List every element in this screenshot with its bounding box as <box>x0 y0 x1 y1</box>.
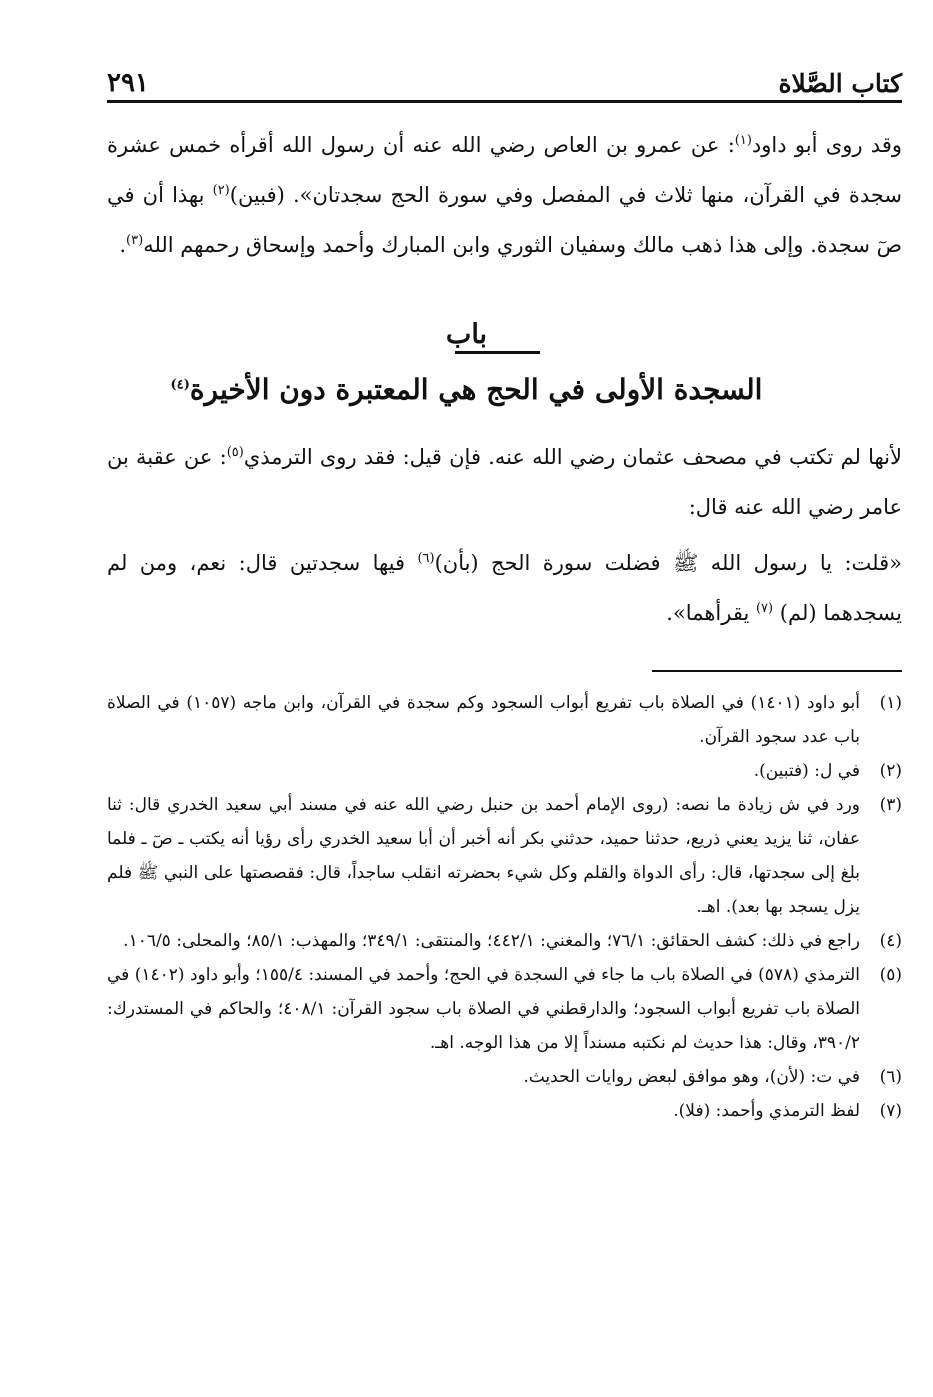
paragraph-1-text-c: بهذا أن في صٓ سجدة. وإلى هذا ذهب مالك وسفيان الثوري وابن المبارك وأحمد وإسحاق رحمهم الله <box>107 183 902 257</box>
footnote-number: (٧) <box>879 1101 902 1121</box>
footnote-number: (٢) <box>879 761 902 781</box>
chapter-title <box>0 370 933 410</box>
paragraph-2-text-b: : عن عقبة بن عامر رضي الله عنه قال: <box>107 445 902 519</box>
running-title: كتاب الصَّلاة <box>778 69 902 98</box>
footnote-ref-1: (١) <box>734 133 752 148</box>
footnote-text: راجع في ذلك: كشف الحقائق: ٧٦/١؛ والمغني: ٤٤٢/١؛ والمنتقى: ٣٤٩/١؛ والمهذب: ٨٥/١؛ والمحلى: ١٠٦/٥. <box>123 931 860 951</box>
footnote-number: (٥) <box>879 965 902 985</box>
footnote-text: ورد في ش زيادة ما نصه: (روى الإمام أحمد بن حنبل رضي الله عنه في مسند أبي سعيد الخدري قال: ثنا عفان، ثنا يزيد يعني ذريع، حدثنا حميد، حدثني بكر أنه أخبر أن أبا سعيد الخدري رأى رؤيا أنه يكتب ـ صٓ ـ فلما بلغ إلى سجدتها، قال: رأى الدواة والقلم وكل شيء بحضرته انقلب ساجداً، قال: فقصصتها على النبي ﷺ فلم يزل يسجد بها بعد). اهـ. <box>107 795 860 917</box>
header-rule <box>107 100 902 103</box>
paragraph-1-text-d: . <box>119 233 127 257</box>
chapter-rule <box>455 351 540 354</box>
footnote-number: (٣) <box>879 795 902 815</box>
footnote-ref-7: (٧) <box>755 601 774 616</box>
paragraph-2-text-a: لأنها لم تكتب في مصحف عثمان رضي الله عنه. فإن قيل: فقد روى الترمذي <box>243 445 903 469</box>
footnote-ref-5: (٥) <box>226 445 244 460</box>
paragraph-1-text-b: : عن عمرو بن العاص رضي الله عنه أن رسول الله أقرأه خمس عشرة سجدة في القرآن، منها ثلاث في المفصل وفي سورة الحج سجدتان». (فبين) <box>107 133 902 207</box>
paragraph-3 <box>107 538 902 638</box>
footnote-text: في ل: (فتبين). <box>753 761 860 781</box>
footnote-1 <box>107 686 902 754</box>
footnote-text: لفظ الترمذي وأحمد: (فلا). <box>673 1101 860 1121</box>
footnote-text: في ت: (لأن)، وهو موافق لبعض روايات الحديث. <box>523 1067 860 1087</box>
paragraph-2 <box>107 432 902 532</box>
footnote-text: أبو داود (١٤٠١) في الصلاة باب تفريع أبواب السجود وكم سجدة في القرآن، وابن ماجه (١٠٥٧) في الصلاة باب عدد سجود القرآن. <box>107 693 860 747</box>
paragraph-3-text-c: يقرأهما». <box>666 601 756 625</box>
paragraph-3-text-b: فيها سجدتين قال: نعم، ومن لم يسجدهما (لم) <box>107 551 902 625</box>
chapter-word: باب <box>445 319 488 350</box>
footnote-text: الترمذي (٥٧٨) في الصلاة باب ما جاء في السجدة في الحج؛ وأحمد في المسند: ١٥٥/٤؛ وأبو داود (١٤٠٢) في الصلاة باب تفريع أبواب السجود؛ والدارقطني في الصلاة باب سجود القرآن: ٤٠٨/١؛ والحاكم في المستدرك: ٣٩٠/٢، وقال: هذا حديث لم نكتبه مسنداً إلا من هذا الوجه. اهـ. <box>107 965 860 1053</box>
footnote-4 <box>107 924 902 958</box>
footnote-number: (١) <box>879 693 902 713</box>
paragraph-1-text-a: وقد روى أبو داود <box>751 133 902 157</box>
footnote-2 <box>107 754 902 788</box>
footnote-ref-4: (٤) <box>170 377 190 393</box>
paragraph-1 <box>107 120 902 270</box>
footnote-separator <box>652 670 902 672</box>
footnote-number: (٤) <box>879 931 902 951</box>
footnote-3 <box>107 788 902 924</box>
page-number: ٢٩١ <box>107 68 149 98</box>
footnote-6 <box>107 1060 902 1094</box>
page-header <box>107 58 902 98</box>
chapter-title-text: السجدة الأولى في الحج هي المعتبرة دون الأخيرة <box>189 373 763 406</box>
footnote-7 <box>107 1094 902 1128</box>
paragraph-3-text-a: «قلت: يا رسول الله ﷺ فضلت سورة الحج (بأن) <box>434 551 902 575</box>
footnote-5 <box>107 958 902 1060</box>
footnote-ref-3: (٣) <box>126 233 144 248</box>
footnote-ref-2: (٢) <box>212 183 230 198</box>
footnotes <box>107 686 902 1128</box>
footnote-ref-6: (٦) <box>417 551 435 566</box>
footnote-number: (٦) <box>879 1067 902 1087</box>
